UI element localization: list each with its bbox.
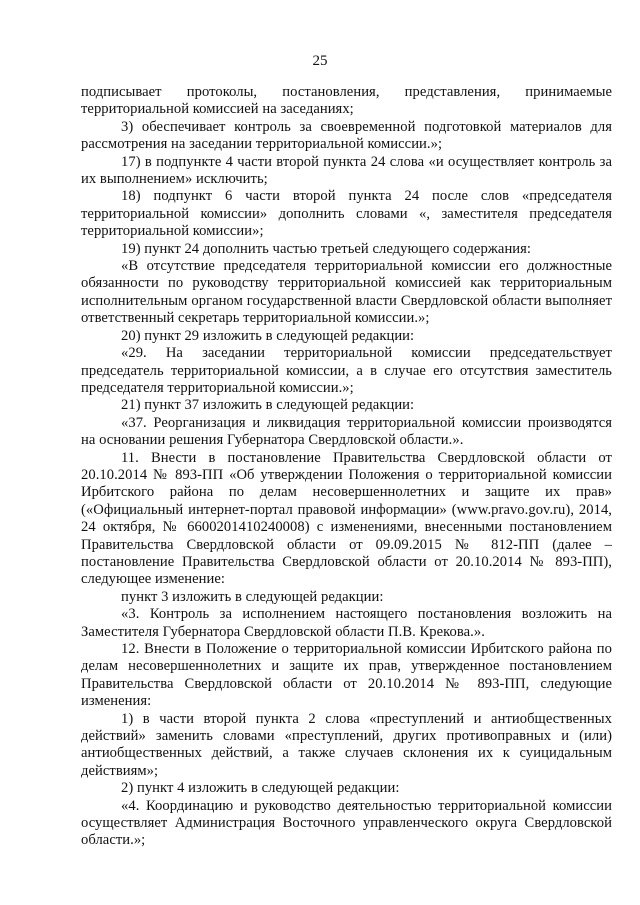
paragraph: 11. Внести в постановление Правительства Свердловской области от 20.10.2014 № 893-ПП «Об утверждении Положения о территориальной комиссии Ирбитского района по делам несовершеннолетних и защите их прав» («Официальный интернет-портал правовой информации» (www.pravo.gov.ru), 2014, 24 октября, № 6600201410240008) с изменениями, внесенными постановлением Правительства Свердловской области от 09.09.2015 № 812-ПП (далее – постановление Правительства Свердловской области от 20.10.2014 № 893-ПП), следующее изменение: xyxy=(81,449,612,588)
paragraph: «29. На заседании территориальной комиссии председательствует председатель территориальной комиссии, а в случае его отсутствия заместитель председателя территориальной комиссии.»; xyxy=(81,345,612,396)
paragraph: пункт 3 изложить в следующей редакции: xyxy=(121,588,384,605)
paragraph: 20) пункт 29 изложить в следующей редакции: xyxy=(121,327,415,344)
paragraph: «4. Координацию и руководство деятельностью территориальной комиссии осуществляет Администрация Восточного управленческого округа Свердловской области.»; xyxy=(81,797,612,849)
paragraph: 19) пункт 24 дополнить частью третьей следующего содержания: xyxy=(121,240,532,257)
paragraph: 21) пункт 37 изложить в следующей редакции: xyxy=(121,397,415,414)
paragraph: подписывает протоколы, постановления, представления, принимаемые территориальной комиссией на заседаниях; xyxy=(81,84,612,118)
paragraph: 17) в подпункте 4 части второй пункта 24 слова «и осуществляет контроль за их выполнением» исключить; xyxy=(81,153,612,188)
paragraph: 2) пункт 4 изложить в следующей редакции: xyxy=(121,780,400,797)
paragraph: 3) обеспечивает контроль за своевременной подготовкой материалов для рассмотрения на заседании территориальной комиссии.»; xyxy=(81,118,612,153)
paragraph: «37. Реорганизация и ликвидация территориальной комиссии производятся на основании решения Губернатора Свердловской области.». xyxy=(81,414,612,449)
page-number: 25 xyxy=(312,53,328,69)
paragraph: 18) подпункт 6 части второй пункта 24 после слов «председателя территориальной комиссии» дополнить словами «, заместителя председателя территориальной комиссии»; xyxy=(81,188,612,240)
paragraph: 12. Внести в Положение о территориальной комиссии Ирбитского района по делам несовершеннолетних и защите их прав, утвержденное постановлением Правительства Свердловской области от 20.10.2014 № 893-ПП, следующие изменения: xyxy=(81,641,612,710)
paragraph: 1) в части второй пункта 2 слова «преступлений и антиобщественных действий» заменить словами «преступлений, других противоправных и (или) антиобщественных действий, а также случаев склонения их к суицидальным действиям»; xyxy=(81,710,612,779)
paragraph: «3. Контроль за исполнением настоящего постановления возложить на Заместителя Губернатора Свердловской области П.В. Крекова.». xyxy=(81,606,612,640)
paragraph: «В отсутствие председателя территориальной комиссии его должностные обязанности по руководству территориальной комиссией как территориальным исполнительным органом государственной власти Свердловской области выполняет ответственный секретарь территориальной комиссии.»; xyxy=(81,258,612,327)
document-body xyxy=(81,84,612,850)
